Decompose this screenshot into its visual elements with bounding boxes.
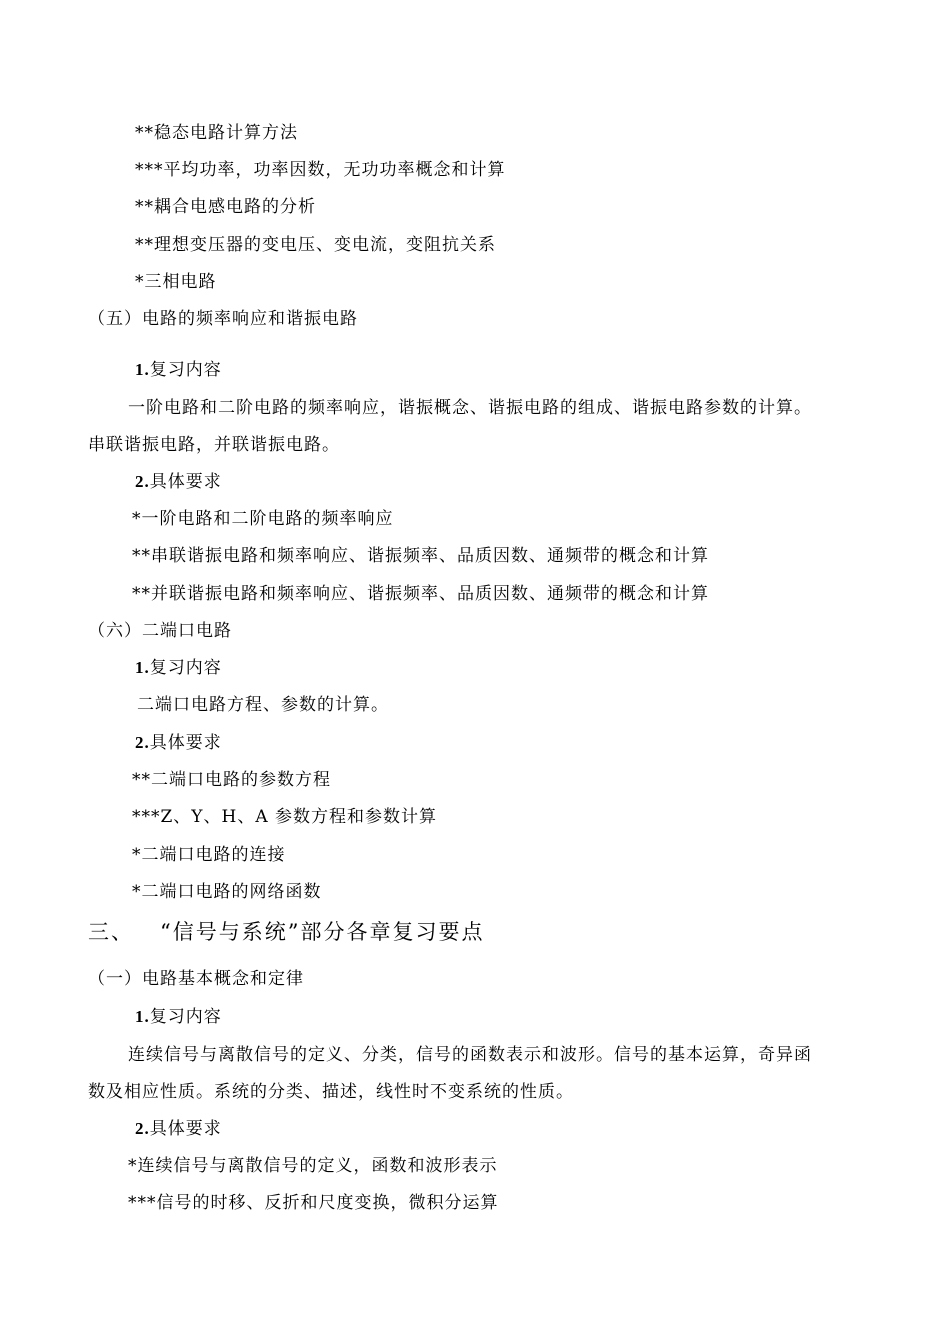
paragraph-line: 数及相应性质。系统的分类、描述，线性时不变系统的性质。 [88,1082,574,1102]
text-line: **耦合电感电路的分析 [135,197,316,217]
section-heading: （一）电路基本概念和定律 [88,969,304,989]
text-line: *一阶电路和二阶电路的频率响应 [132,509,394,529]
text-line: **稳态电路计算方法 [135,123,298,143]
text-line: *三相电路 [135,272,217,292]
paragraph-line: 二端口电路方程、参数的计算。 [137,695,389,715]
section-heading: （五）电路的频率响应和谐振电路 [88,309,358,329]
subheading: 2.具体要求 [135,1119,222,1139]
text-line: ***平均功率，功率因数，无功功率概念和计算 [135,160,506,180]
text-line: **串联谐振电路和频率响应、谐振频率、品质因数、通频带的概念和计算 [132,546,709,566]
subheading: 1.复习内容 [135,658,222,678]
text-line: *二端口电路的连接 [132,845,286,865]
subheading: 1.复习内容 [135,1007,222,1027]
text-line: ***Z、Y、H、A 参数方程和参数计算 [132,807,438,827]
subheading: 2.具体要求 [135,472,222,492]
chapter-number: 三、 [88,920,134,944]
text-line: *连续信号与离散信号的定义，函数和波形表示 [128,1156,498,1176]
text-line: ***信号的时移、反折和尺度变换，微积分运算 [128,1193,499,1213]
subheading: 1.复习内容 [135,360,222,380]
chapter-title: “信号与系统”部分各章复习要点 [160,920,485,944]
section-heading: （六）二端口电路 [88,621,232,641]
paragraph-line: 一阶电路和二阶电路的频率响应，谐振概念、谐振电路的组成、谐振电路参数的计算。 [128,398,812,418]
text-line: **理想变压器的变电压、变电流，变阻抗关系 [135,235,496,255]
paragraph-line: 连续信号与离散信号的定义、分类，信号的函数表示和波形。信号的基本运算，奇异函 [128,1045,812,1065]
text-line: **二端口电路的参数方程 [132,770,331,790]
paragraph-line: 串联谐振电路，并联谐振电路。 [88,435,340,455]
text-line: *二端口电路的网络函数 [132,882,322,902]
text-line: **并联谐振电路和频率响应、谐振频率、品质因数、通频带的概念和计算 [132,584,709,604]
subheading: 2.具体要求 [135,733,222,753]
